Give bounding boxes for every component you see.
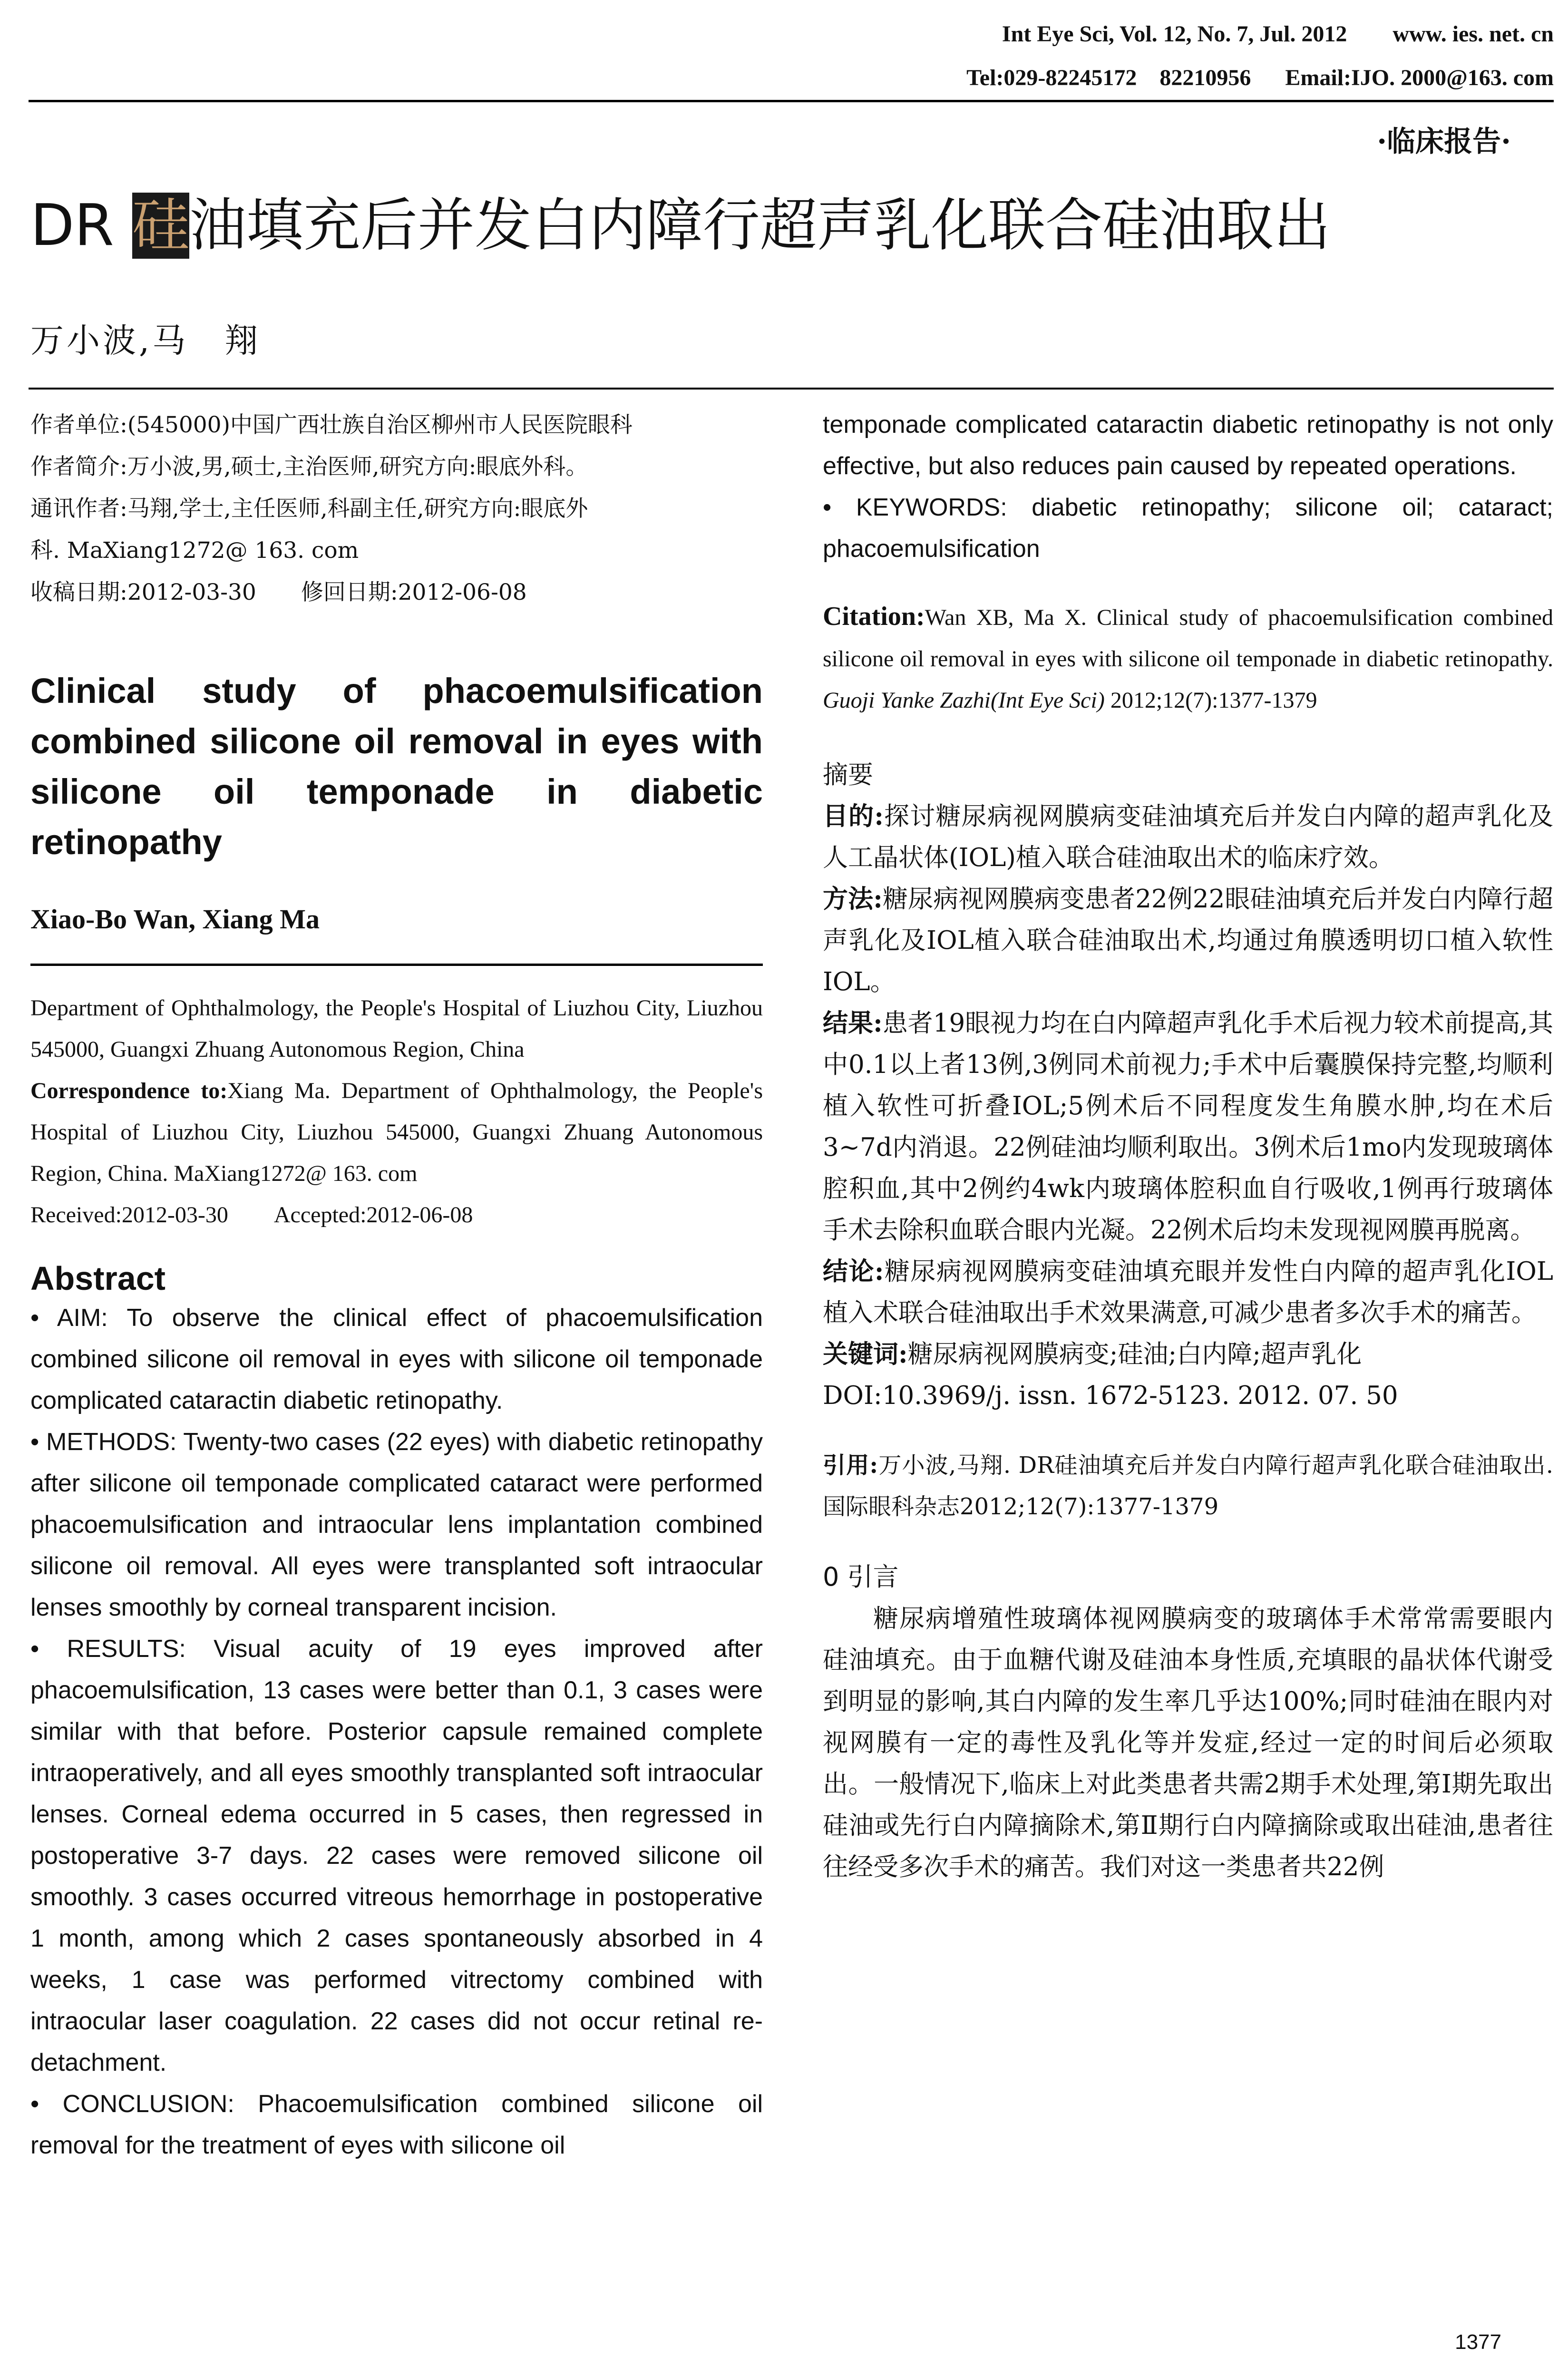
zh-citation	[823, 1445, 1553, 1528]
correspondence-cn-1: 通讯作者:马翔,学士,主任医师,科副主任,研究方向:眼底外	[30, 496, 588, 522]
title-rest: 油填充后并发白内障行超声乳化联合硅油取出	[189, 193, 1331, 259]
zh-aim-label: 目的:	[823, 801, 884, 831]
affiliation-cn: 作者单位:(545000)中国广西壮族自治区柳州市人民医院眼科	[30, 412, 633, 438]
correspondence-en	[30, 1070, 763, 1194]
abstract-keywords: • KEYWORDS: diabetic retinopathy; silicone oil; cataract; phacoemulsification	[823, 494, 1553, 563]
bio-cn: 作者简介:万小波,男,硕士,主治医师,研究方向:眼底外科。	[30, 454, 588, 480]
journal-info-line: Int Eye Sci, Vol. 12, No. 7, Jul. 2012 www. ies. net. cn	[1002, 21, 1554, 47]
zh-abstract	[823, 754, 1553, 1416]
article-title	[30, 190, 1331, 262]
abstract-body	[30, 1297, 763, 2166]
correspondence-cn-2: 科. MaXiang1272@ 163. com	[30, 537, 359, 564]
journal-contact-line: Tel:029-82245172 82210956 Email:IJO. 2000@163. com	[966, 65, 1554, 90]
abstract-continued	[823, 404, 1553, 570]
citation-label: Citation:	[823, 602, 925, 631]
zh-citation-text: 万小波,马翔. DR硅油填充后并发白内障行超声乳化联合硅油取出. 国际眼科杂志2012;12(7):1377-1379	[823, 1452, 1553, 1520]
right-column	[823, 404, 1553, 1888]
citation-tail: 2012;12(7):1377-1379	[1110, 688, 1317, 713]
zh-keywords-label: 关键词:	[823, 1339, 908, 1369]
abstract-conclusion-cont: temponade complicated cataractin diabetic retinopathy is not only effective, but also reduces pain caused by repeated operations.	[823, 411, 1553, 480]
page-number: 1377	[1455, 2330, 1501, 2354]
zh-abstract-heading: 摘要	[823, 760, 873, 789]
intro-heading: 0 引言	[823, 1562, 899, 1592]
english-affiliation	[30, 987, 763, 1236]
zh-conclusion-label: 结论:	[823, 1257, 884, 1286]
title-highlight: 硅	[132, 193, 189, 259]
citation-journal: Guoji Yanke Zazhi(Int Eye Sci)	[823, 688, 1105, 713]
department: Department of Ophthalmology, the People's Hospital of Liuzhou City, Liuzhou 545000, Guangxi Zhuang Autonomous Region, China	[30, 995, 763, 1062]
citation-en	[823, 596, 1553, 721]
abstract-conclusion: • CONCLUSION: Phacoemulsification combined silicone oil removal for the treatment of eyes with silicone oil	[30, 2090, 763, 2159]
section-tag: ·临床报告·	[1377, 125, 1511, 158]
meta-cn	[30, 404, 763, 614]
abstract-aim: • AIM: To observe the clinical effect of phacoemulsification combined silicone oil removal in eyes with silicone oil temponade complicated cataractin diabetic retinopathy.	[30, 1304, 763, 1414]
zh-aim	[823, 796, 1553, 878]
header-divider	[29, 100, 1554, 102]
left-column	[30, 404, 763, 2166]
doi: DOI:10.3969/j. issn. 1672-5123. 2012. 07. 50	[823, 1381, 1398, 1410]
zh-aim-text: 探讨糖尿病视网膜病变硅油填充后并发白内障的超声乳化及人工晶状体(IOL)植入联合硅油取出术的临床疗效。	[823, 802, 1553, 872]
zh-keywords	[823, 1334, 1553, 1375]
authors-divider	[30, 964, 763, 966]
zh-conclusion-text: 糖尿病视网膜病变硅油填充眼并发性白内障的超声乳化IOL植入术联合硅油取出手术效果满意,可减少患者多次手术的痛苦。	[823, 1257, 1553, 1327]
zh-keywords-text: 糖尿病视网膜病变;硅油;白内障;超声乳化	[907, 1340, 1362, 1369]
title-prefix: DR	[30, 193, 132, 259]
abstract-heading: Abstract	[30, 1260, 166, 1297]
citation-text: Wan XB, Ma X. Clinical study of phacoemulsification combined silicone oil removal in eyes with silicone oil temponade in diabetic retinopathy.	[823, 605, 1553, 672]
english-authors: Xiao-Bo Wan, Xiang Ma	[30, 904, 320, 935]
zh-method-label: 方法:	[823, 884, 883, 914]
zh-method-text: 糖尿病视网膜病变患者22例22眼硅油填充后并发白内障行超声乳化及IOL植入联合硅油取出术,均通过角膜透明切口植入软性IOL。	[823, 885, 1553, 996]
zh-result-text: 患者19眼视力均在白内障超声乳化手术后视力较术前提高,其中0.1以上者13例,3例同术前视力;手术中后囊膜保持完整,均顺利植入软性可折叠IOL;5例术后不同程度发生角膜水肿,均在术后3~7d内消退。22例硅油均顺利取出。3例术后1mo内发现玻璃体腔积血,其中2例约4wk内玻璃体腔积血自行吸收,1例再行玻璃体手术去除积血联合眼内光凝。22例术后均未发现视网膜再脱离。	[823, 1009, 1553, 1245]
abstract-results: • RESULTS: Visual acuity of 19 eyes improved after phacoemulsification, 13 cases were better than 0.1, 3 cases were similar with that before. Posterior capsule remained complete intraoperatively, and all eyes smoothly transplanted soft intraocular lenses. Corneal edema occurred in 5 cases, then regressed in postoperative 3-7 days. 22 cases were removed silicone oil smoothly. 3 cases occurred vitreous hemorrhage in postoperative 1 month, among which 2 cases spontaneously absorbed in 4 weeks, 1 case was performed vitrectomy combined with intraocular laser coagulation. 22 cases did not occur retinal re-detachment.	[30, 1635, 763, 2076]
zh-result-label: 结果:	[823, 1008, 883, 1038]
zh-citation-label: 引用:	[823, 1452, 878, 1479]
correspondence-text: Xiang Ma. Department of Ophthalmology, the People's Hospital of Liuzhou City, Liuzhou 545000, Guangxi Zhuang Autonomous Region, China. MaXiang1272@ 163. com	[30, 1078, 763, 1186]
zh-conclusion	[823, 1251, 1553, 1334]
abstract-methods: • METHODS: Twenty-two cases (22 eyes) with diabetic retinopathy after silicone oil temponade complicated cataract were performed phacoemulsification and intraocular lens implantation combined silicone oil removal. All eyes were transplanted soft intraocular lenses smoothly by corneal transparent incision.	[30, 1428, 763, 1621]
zh-method	[823, 878, 1553, 1003]
intro-body: 糖尿病增殖性玻璃体视网膜病变的玻璃体手术常常需要眼内硅油填充。由于血糖代谢及硅油本身性质,充填眼的晶状体代谢受到明显的影响,其白内障的发生率几乎达100%;同时硅油在眼内对视网膜有一定的毒性及乳化等并发症,经过一定的时间后必须取出。一般情况下,临床上对此类患者共需2期手术处理,第Ⅰ期先取出硅油或先行白内障摘除术,第Ⅱ期行白内障摘除或取出硅油,患者往往经受多次手术的痛苦。我们对这一类患者共22例	[823, 1604, 1553, 1881]
english-title: Clinical study of phacoemulsification combined silicone oil removal in eyes with silicone oil temponade in diabetic retinopathy	[30, 671, 763, 862]
title-divider	[29, 388, 1554, 390]
received-dates: Received:2012-03-30 Accepted:2012-06-08	[30, 1202, 473, 1227]
correspondence-label: Correspondence to:	[30, 1078, 228, 1103]
authors-cn: 万小波,马 翔	[30, 321, 261, 360]
zh-result	[823, 1003, 1553, 1251]
dates-cn: 收稿日期:2012-03-30 修回日期:2012-06-08	[30, 579, 527, 605]
